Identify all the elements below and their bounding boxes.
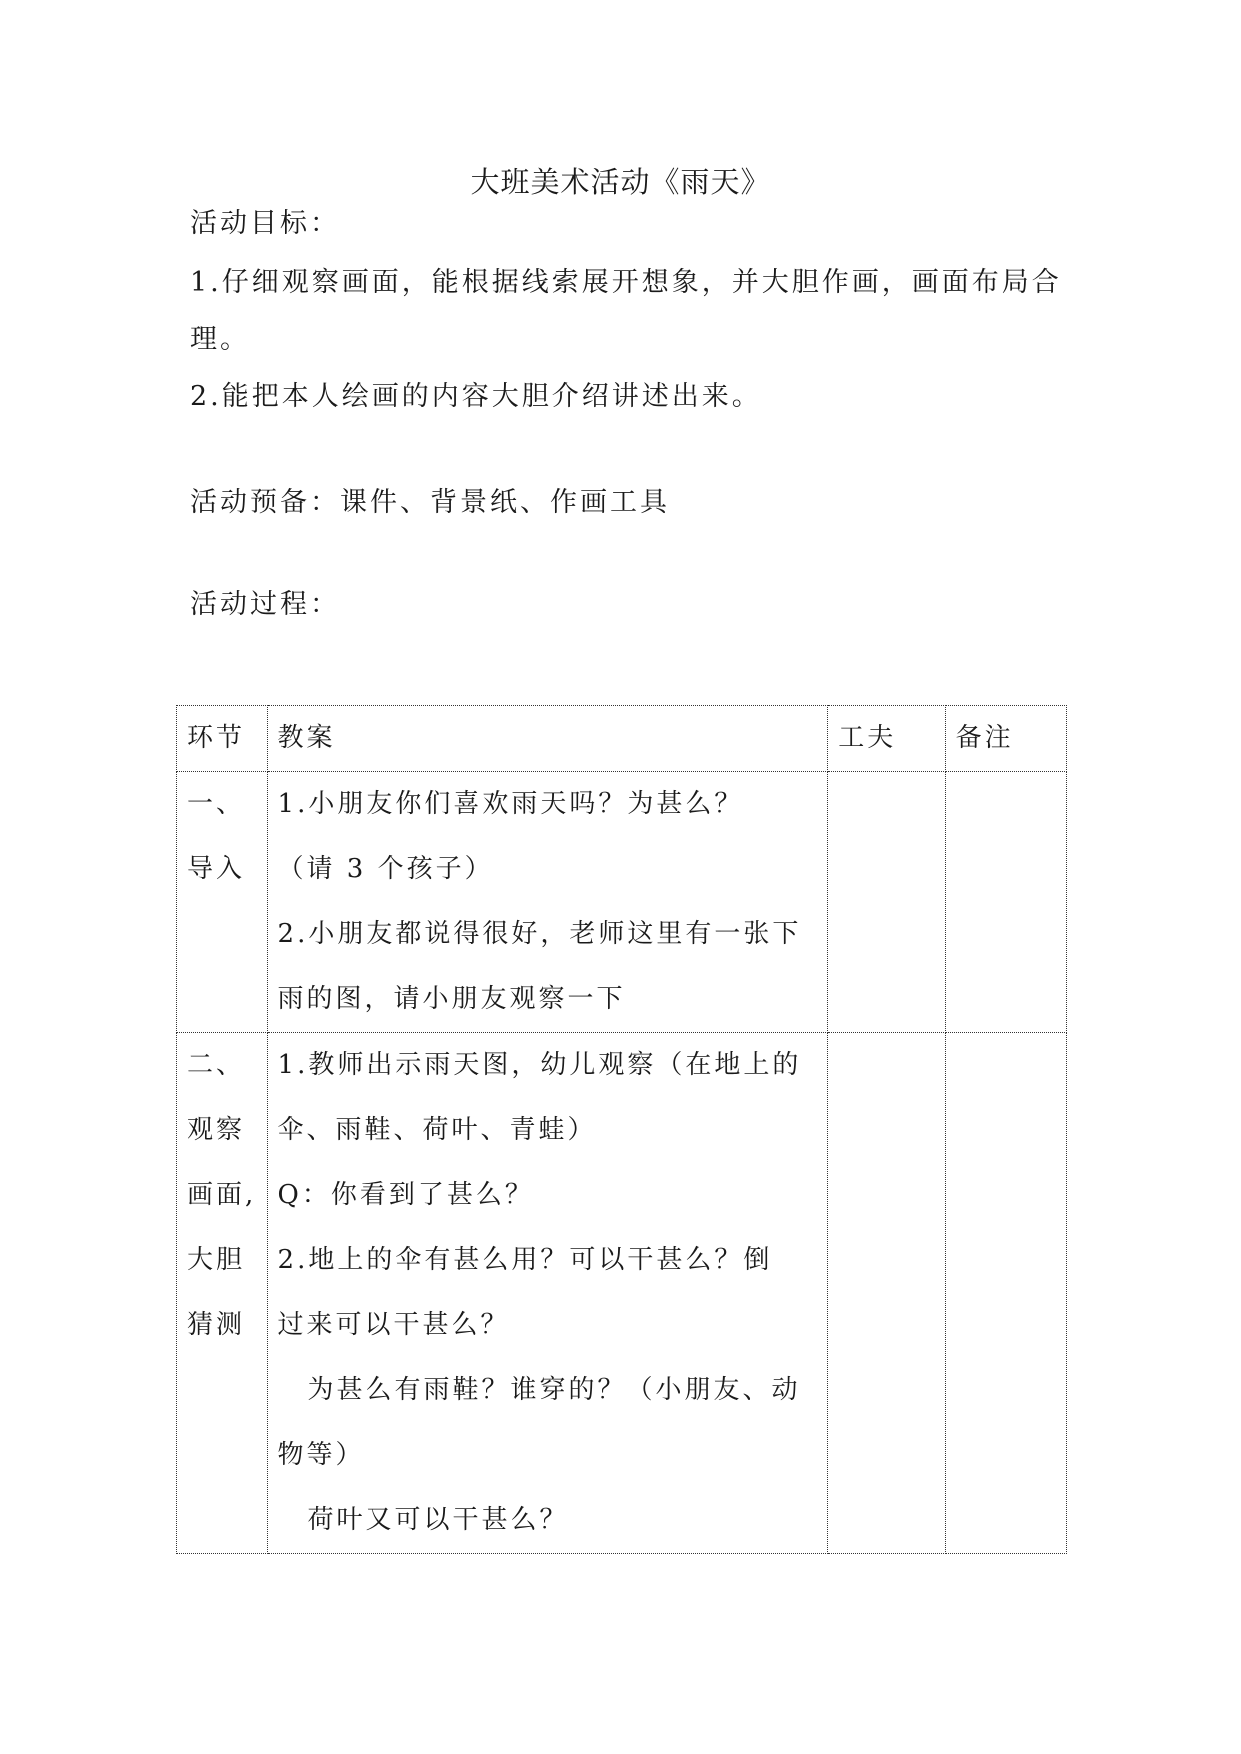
time-cell: [828, 772, 945, 1033]
header-note: 备注: [945, 706, 1066, 772]
segment-cell: [177, 1033, 268, 1554]
plan-line: 伞、雨鞋、荷叶、青蛙）: [277, 1115, 597, 1145]
header-segment: 环节: [177, 706, 268, 772]
objectives-heading: 活动目标：: [190, 208, 340, 239]
note-cell: [945, 772, 1066, 1033]
segment-line: 大胆: [187, 1245, 246, 1275]
plan-line: 过来可以干甚么？: [277, 1310, 510, 1340]
plan-line: 2.地上的伞有甚么用？可以干甚么？倒: [277, 1245, 773, 1275]
plan-line: Q：你看到了甚么？: [277, 1180, 534, 1210]
plan-cell: [267, 1033, 828, 1554]
note-cell: [945, 1033, 1066, 1554]
plan-line: 物等）: [277, 1440, 365, 1470]
objective-2: 2.能把本人绘画的内容大胆介绍讲述出来。: [190, 381, 762, 412]
segment-line: 二、: [187, 1050, 246, 1080]
document-title: 大班美术活动《雨天》: [470, 165, 771, 199]
plan-line: （请 3 个孩子）: [277, 854, 494, 884]
lesson-table: [176, 705, 1067, 1554]
plan-line: 雨的图，请小朋友观察一下: [277, 984, 626, 1014]
objective-1-line-2: 理。: [190, 324, 250, 355]
plan-cell: [267, 772, 828, 1033]
preparation-text: 活动预备：课件、背景纸、作画工具: [190, 487, 670, 518]
table-row: [177, 772, 1067, 1033]
table-row: [177, 1033, 1067, 1554]
segment-line: 一、: [187, 789, 246, 819]
header-plan: 教案: [267, 706, 828, 772]
header-time: 工夫: [828, 706, 945, 772]
plan-line: 1.教师出示雨天图，幼儿观察（在地上的: [277, 1050, 802, 1080]
segment-line: 导入: [187, 854, 246, 884]
segment-line: 画面,: [187, 1180, 257, 1210]
time-cell: [828, 1033, 945, 1554]
objective-1-line-1: 1.仔细观察画面，能根据线索展开想象，并大胆作画，画面布局合: [190, 267, 1062, 298]
table-header-row: [177, 706, 1067, 772]
plan-line: 1.小朋友你们喜欢雨天吗？为甚么？: [277, 789, 744, 819]
segment-line: 猜测: [187, 1310, 246, 1340]
plan-line: 荷叶又可以干甚么？: [307, 1505, 569, 1535]
plan-line: 2.小朋友都说得很好，老师这里有一张下: [277, 919, 802, 949]
segment-line: 观察: [187, 1115, 246, 1145]
segment-cell: [177, 772, 268, 1033]
plan-line: 为甚么有雨鞋？谁穿的？（小朋友、动: [307, 1375, 801, 1405]
process-heading: 活动过程：: [190, 589, 340, 620]
